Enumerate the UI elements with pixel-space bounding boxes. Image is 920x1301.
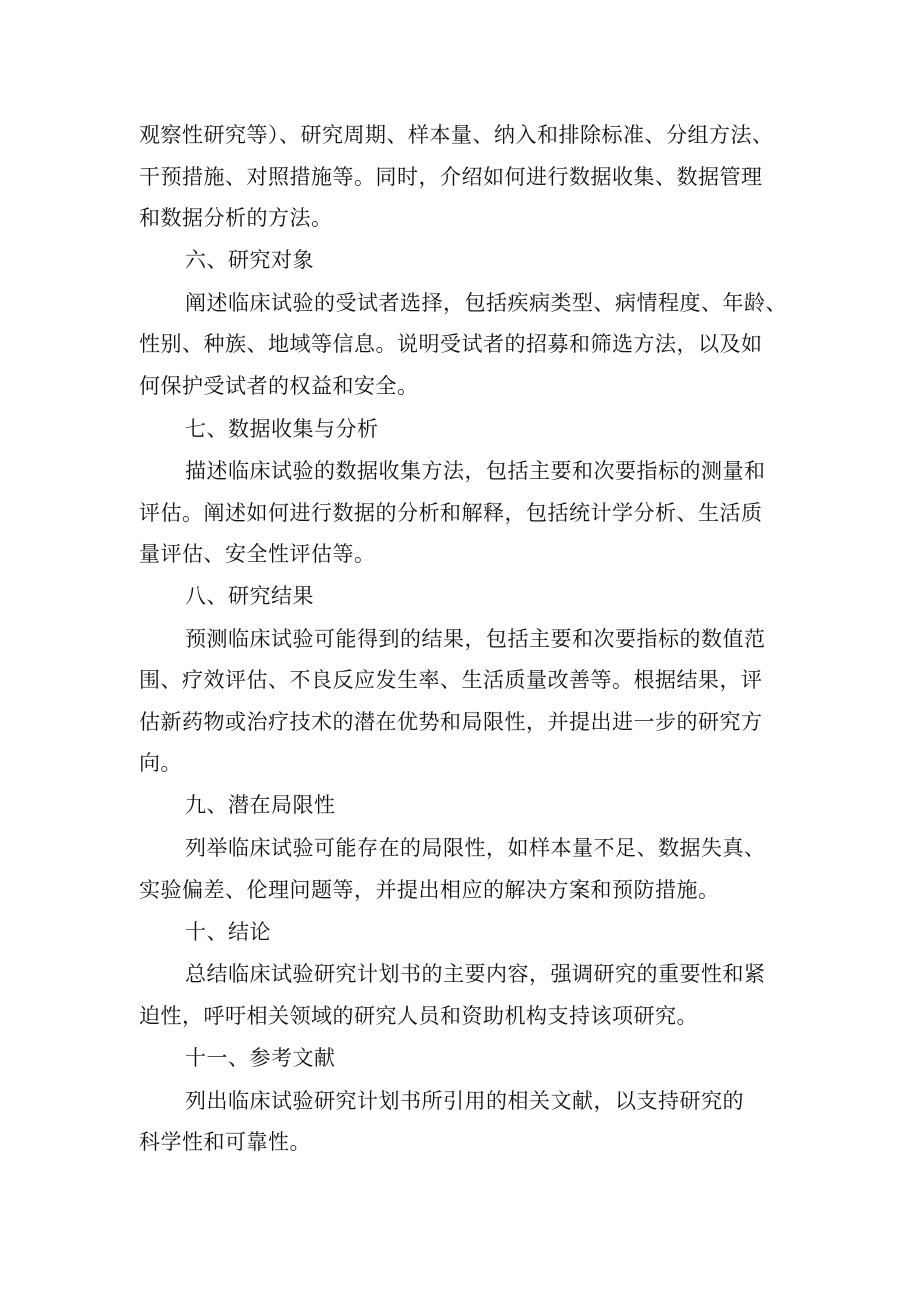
paragraph-line: 阐述临床试验的受试者选择，包括疾病类型、病情程度、年龄、 <box>185 291 787 315</box>
paragraph-line: 描述临床试验的数据收集方法，包括主要和次要指标的测量和 <box>185 459 766 483</box>
section-heading-6: 六、研究对象 <box>185 248 314 272</box>
paragraph-line: 和数据分析的方法。 <box>139 206 333 230</box>
paragraph-line: 观察性研究等）、研究周期、样本量、纳入和排除标准、分组方法、 <box>139 123 774 147</box>
section-heading-11: 十一、参考文献 <box>185 1046 336 1070</box>
paragraph-line: 估新药物或治疗技术的潜在优势和局限性，并提出进一步的研究方 <box>139 710 763 734</box>
paragraph-line: 列举临床试验可能存在的局限性，如样本量不足、数据失真、 <box>185 836 766 860</box>
paragraph-line: 性别、种族、地域等信息。说明受试者的招募和筛选方法，以及如 <box>139 332 763 356</box>
section-heading-10: 十、结论 <box>185 920 271 944</box>
section-heading-7: 七、数据收集与分析 <box>185 417 379 441</box>
section-heading-8: 八、研究结果 <box>185 584 314 608</box>
paragraph-line: 何保护受试者的权益和安全。 <box>139 374 419 398</box>
paragraph-line: 迫性，呼吁相关领域的研究人员和资助机构支持该项研究。 <box>139 1004 698 1028</box>
paragraph-line: 围、疗效评估、不良反应发生率、生活质量改善等。根据结果，评 <box>139 668 763 692</box>
section-heading-9: 九、潜在局限性 <box>185 793 336 817</box>
paragraph-line: 总结临床试验研究计划书的主要内容，强调研究的重要性和紧 <box>185 962 766 986</box>
paragraph-line: 量评估、安全性评估等。 <box>139 542 376 566</box>
paragraph-line: 列出临床试验研究计划书所引用的相关文献，以支持研究的 <box>185 1089 744 1113</box>
paragraph-line: 科学性和可靠性。 <box>139 1130 311 1154</box>
paragraph-line: 向。 <box>139 751 182 775</box>
paragraph-line: 实验偏差、伦理问题等，并提出相应的解决方案和预防措施。 <box>139 878 720 902</box>
paragraph-line: 预测临床试验可能得到的结果，包括主要和次要指标的数值范 <box>185 627 766 651</box>
paragraph-line: 评估。阐述如何进行数据的分析和解释，包括统计学分析、生活质 <box>139 501 763 525</box>
paragraph-line: 干预措施、对照措施等。同时，介绍如何进行数据收集、数据管理 <box>139 165 763 189</box>
